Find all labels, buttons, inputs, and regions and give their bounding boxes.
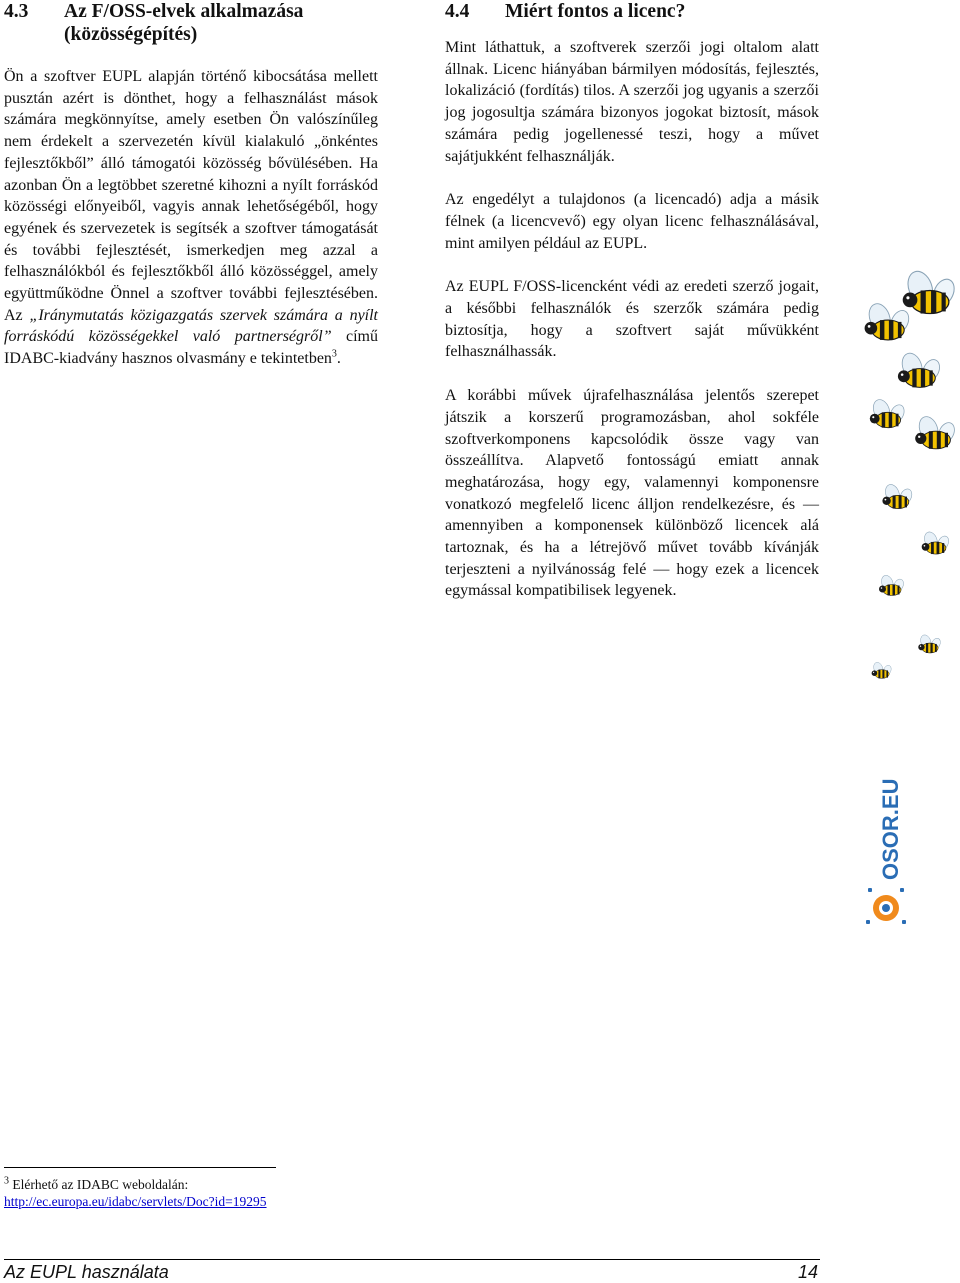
bees-illustration — [858, 270, 960, 690]
bee-icon — [870, 397, 907, 427]
section-title-line-2: (közösségépítés) — [64, 24, 198, 45]
section-heading-4-3 — [4, 0, 378, 46]
section-heading-4-4 — [445, 0, 819, 23]
paragraph-text: című IDABC-kiadvány hasznos olvasmány e tekintetben — [4, 328, 378, 368]
left-column — [4, 0, 378, 370]
body-paragraph: Az EUPL F/OSS-licencként védi az eredeti szerző jogait, a későbbi felhasználók és szerzők számára pedig biztosítja, hogy a szoftvert saját művükként felhasználhassák. — [445, 278, 819, 361]
bee-icon — [898, 350, 943, 387]
footer-title: Az EUPL használata — [4, 1262, 169, 1282]
right-column — [445, 0, 819, 602]
section-title-line-1: Az F/OSS-elvek alkalmazása — [64, 1, 304, 22]
body-paragraph: Az engedélyt a tulajdonos (a licencadó) adja a másik félnek (a licencvevő) egy olyan licenc felhasználásával, mint amilyen például az EUPL. — [445, 191, 819, 252]
footnote-divider — [4, 1167, 276, 1168]
section-number: 4.4 — [445, 1, 470, 22]
logo-text: OSOR.EU — [878, 778, 903, 880]
body-paragraph: A korábbi művek újrafelhasználása jelentős szerepet játszik a korszerű programozásban, ahol sokféle szoftverkomponens kapcsolódik össze vagy van összeállítva. Alapvető fontosságú emiatt annak meghatározása, hogy egy, valamennyi komponensre vonatkozó megfelelő licenc álljon rendelkezésre, és — amennyiben a komponensek különböző licencek alá tartoznak, és ha a létrejövő művet tovább kívánják terjeszteni a nyilvánosság felé — hogy ezek a licencek egymással kompatibilisek legyenek. — [445, 387, 819, 600]
footer-divider — [4, 1259, 820, 1260]
footnote — [4, 1176, 324, 1210]
paragraph-text: Ön a szoftver EUPL alapján történő kibocsátása mellett pusztán azért is dönthet, hogy a felhasználást mások számára megkönnyítse, amely esetben Ön valószínűleg nem érdekelt a szervezetén kívül kialakuló „önkéntes fejlesztőkből” álló támogatói közösség bővülésében. Ha azonban Ön a legtöbbet szeretné kihozni a nyílt forráskód közösségi előnyeiből, vagyis annak lehetőségéből, hogy egyének és szervezetek is segítsék a szoftver támogatását és további fejlesztését, ismerkedjen meg azzal a felhasználókból és fejlesztőkből álló közösséggel, amely együttműködne Önnel a szoftver további fejlesztésében. Az — [4, 68, 378, 324]
footnote-ref[interactable]: 3 — [331, 348, 337, 360]
footnote-link[interactable]: http://ec.europa.eu/idabc/servlets/Doc?id=19295 — [4, 1194, 267, 1209]
bee-icon — [882, 483, 914, 509]
section-title: Miért fontos a licenc? — [505, 1, 686, 22]
bee-icon — [903, 270, 958, 314]
publication-title: „Iránymutatás közigazgatás szervek számára a nyílt forráskódú közösségekkel való partnerségről” — [4, 306, 378, 346]
bee-icon — [922, 530, 951, 554]
body-paragraph — [4, 66, 378, 370]
bee-icon — [865, 301, 913, 340]
osor-logo — [858, 770, 918, 930]
body-paragraph: Mint láthattuk, a szoftverek szerzői jogi oltalom alatt állnak. Licenc hiányában bármilyen módosítás, fejlesztés, lokalizáció (fordítás) tilos. A szerzői jog ugyanis a szerzői jog jogosultja számára bizonyos jogokat biztosít, mások számára pedig jogellenessé teszi, hogy a művet sajátjukként felhasználják. — [445, 39, 819, 165]
bee-icon — [918, 633, 942, 653]
paragraph-end: . — [336, 350, 341, 368]
page-number: 14 — [797, 1262, 818, 1282]
footnote-number: 3 — [4, 1175, 9, 1187]
footnote-text: Elérhető az IDABC weboldalán: — [12, 1177, 189, 1192]
bee-icon — [915, 414, 957, 449]
bee-icon — [872, 661, 893, 678]
section-number: 4.3 — [4, 1, 29, 22]
bee-icon — [879, 574, 905, 596]
